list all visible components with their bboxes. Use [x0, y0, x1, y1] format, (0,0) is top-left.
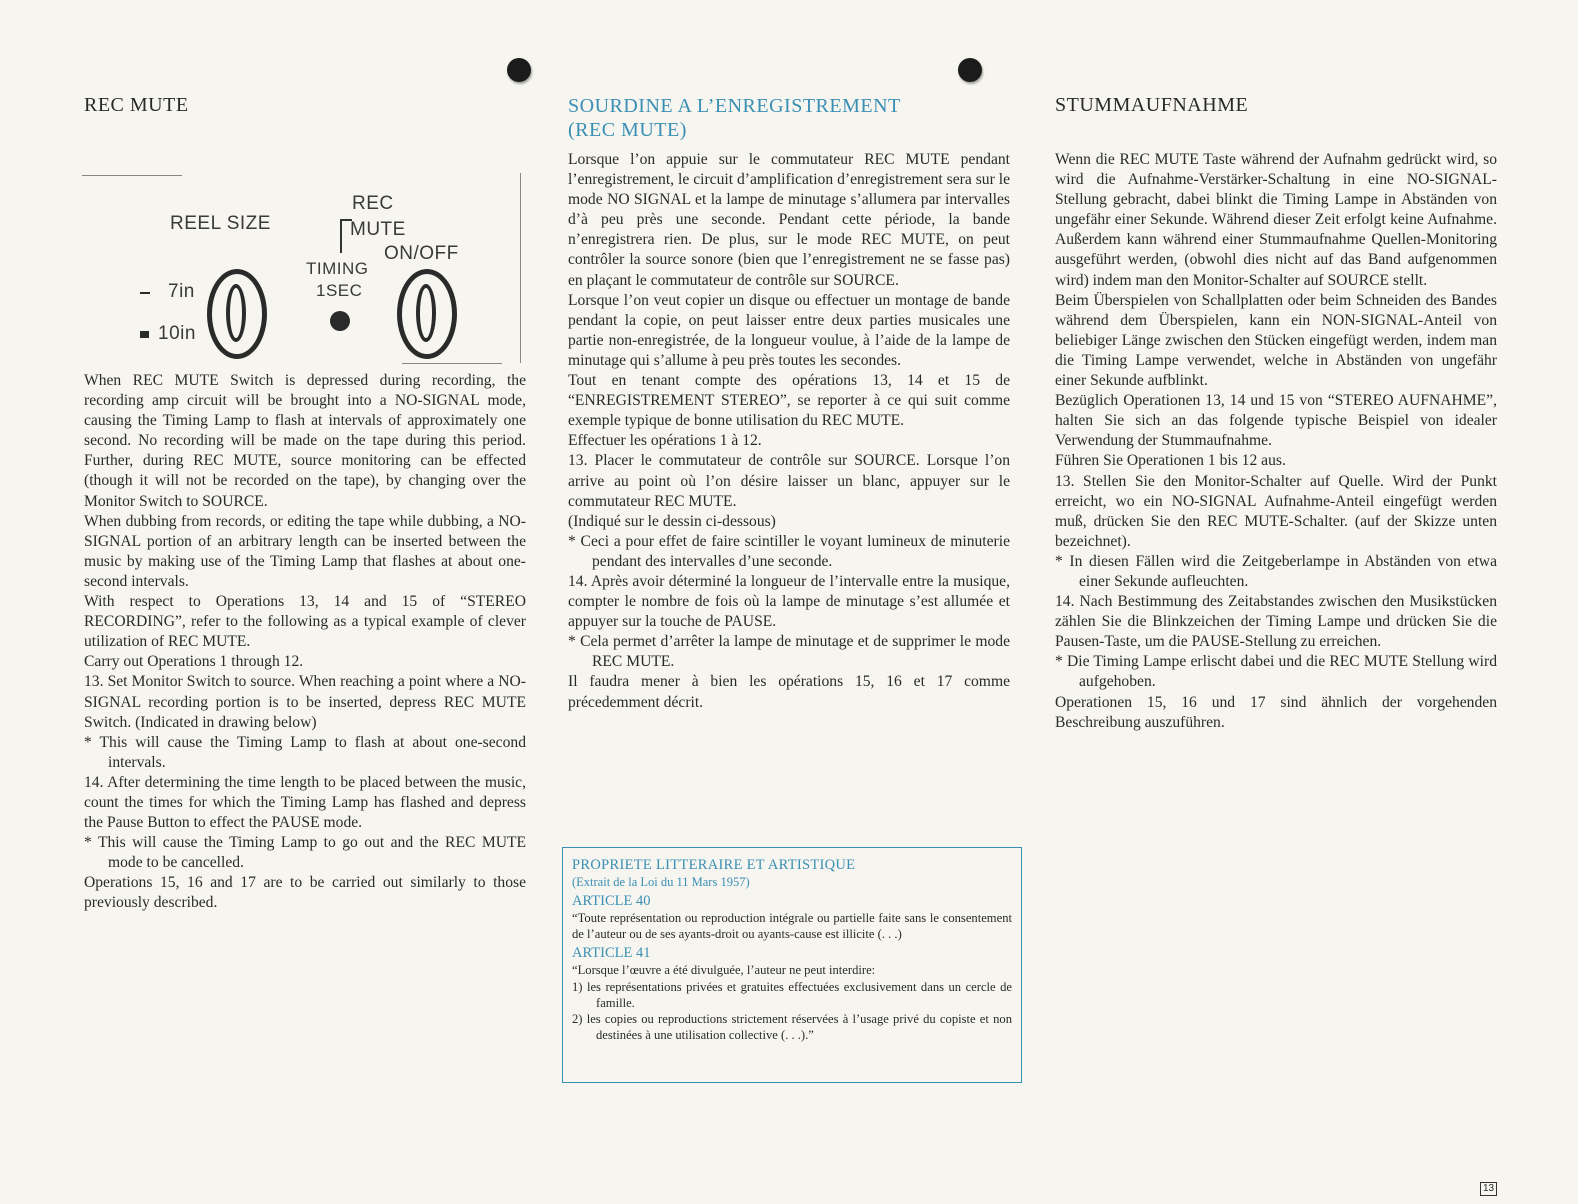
- seven-inch-marker: [140, 292, 150, 294]
- ten-inch-marker: [140, 331, 149, 338]
- french-title-main: SOURDINE A L’ENREGISTREMENT: [568, 95, 901, 117]
- english-paragraph: When REC MUTE Switch is depressed during recording, the recording amp circuit will be brought into a NO-SIGNAL mode, causing the Timing Lamp to flash at intervals of approximately one second. No recording will be made on the tape during this period. Further, during REC MUTE, source monitoring can be effected (though it will not be recorded on the tape), by changing over the Monitor Switch to SOURCE.: [84, 372, 526, 510]
- timing-label: TIMING: [306, 259, 369, 278]
- timing-lamp: [330, 311, 350, 331]
- french-step: 13. Placer le commutateur de contrôle sur SOURCE. Lorsque l’on arrive au point où l’on désire laisser un blanc, appuyer sur le commutateur REC MUTE.: [568, 452, 1010, 510]
- binder-hole-right: [958, 58, 982, 82]
- english-note: * This will cause the Timing Lamp to go out and the REC MUTE mode to be cancelled.: [84, 834, 526, 872]
- french-step: 14. Après avoir déterminé la longueur de l’intervalle entre la musique, compter le nombre de fois où la lampe de minutage s’est allumée et appuyer sur la touche de PAUSE.: [568, 572, 1010, 631]
- french-title-sub: (REC MUTE): [568, 119, 687, 141]
- german-paragraph: Bezüglich Operationen 13, 14 und 15 von “STEREO AUFNAHME”, halten Sie sich an das folgende typische Beispiel von idealer Verwendung der Stummaufnahme.: [1055, 392, 1497, 450]
- french-column: [568, 94, 1010, 713]
- german-column: [1055, 94, 1497, 733]
- on-off-label: ON/OFF: [384, 243, 459, 264]
- article-40-heading: ARTICLE 40: [572, 893, 651, 909]
- page-number: 13: [1480, 1182, 1497, 1196]
- reel-size-label: REEL SIZE: [170, 213, 271, 234]
- legal-notice-box: [562, 847, 1022, 1083]
- german-note: * Die Timing Lampe erlischt dabei und die REC MUTE Stellung wird aufgehoben.: [1055, 653, 1497, 691]
- reel-size-switch-knob[interactable]: [207, 269, 267, 359]
- french-note: * Cela permet d’arrêter la lampe de minutage et de supprimer le mode REC MUTE.: [568, 633, 1010, 671]
- french-paragraph: (Indiqué sur le dessin ci-dessous): [568, 512, 776, 530]
- diagram-bottom-rule: [402, 363, 502, 364]
- french-paragraph: Effectuer les opérations 1 à 12.: [568, 432, 762, 450]
- english-paragraph: Carry out Operations 1 through 12.: [84, 653, 304, 671]
- rec-label: REC: [352, 193, 394, 214]
- english-paragraph: When dubbing from records, or editing the tape while dubbing, a NO-SIGNAL portion of an arbitrary length can be inserted between the music by making use of the Timing Lamp that flashes at about one-second intervals.: [84, 512, 526, 590]
- legal-box-subtitle: (Extrait de la Loi du 11 Mars 1957): [572, 875, 750, 889]
- french-title: [568, 94, 1010, 142]
- diagram-top-rule: [82, 175, 182, 176]
- french-paragraph: Lorsque l’on appuie sur le commutateur REC MUTE pendant l’enregistrement, le circuit d’amplification d’enregistrement sera sur le mode NO SIGNAL et la lampe de minutage s’allumera par intervalles d’à peu près une seconde. Pendant cette période, la bande n’enregistrera rien. De plus, sur le mode REC MUTE, on peut contrôler la source sonore (bien que l’enregistrement ne se fasse pas) en plaçant le commutateur de contrôle sur SOURCE.: [568, 151, 1010, 289]
- diagram-right-rule: [520, 173, 521, 363]
- article-41-heading: ARTICLE 41: [572, 945, 651, 962]
- english-paragraph: With respect to Operations 13, 14 and 15 of “STEREO RECORDING”, refer to the following as a typical example of clever utilization of REC MUTE.: [84, 593, 526, 651]
- german-step: 13. Stellen Sie den Monitor-Schalter auf Quelle. Wird der Punkt erreicht, wo ein NO-SIGNAL Aufnahme-Anteil eingefügt werden muß, drücken Sie den REC MUTE-Schalter. (auf der Skizze unten bezeichnet).: [1055, 472, 1497, 550]
- article-41-item: 1) les représentations privées et gratuites effectuées exclusivement dans un cercle de famille.: [572, 979, 1012, 1010]
- german-step: 14. Nach Bestimmung des Zeitabstandes zwischen den Musikstücken zählen Sie die Blinkzeichen der Timing Lampe und drücken Sie die Pausen-Taste, um die PAUSE-Stellung zu erreichen.: [1055, 593, 1497, 651]
- german-paragraph: Wenn die REC MUTE Taste während der Aufnahm gedrückt wird, so wird die Aufnahme-Verstärker-Schaltung in eine NO-SIGNAL-Stellung gebracht, dabei blinkt die Timing Lampe in Abständen von ungefähr einer Sekunde. Während dieser Zeit erfolgt keine Aufnahme. Außerdem kann während einer Stummaufnahme Quellen-Monitoring ausgeführt werden, (obwohl dies nicht auf das Band aufgenommen wird) indem man den Monitor-Schalter auf SOURCE stellt.: [1055, 151, 1497, 289]
- french-paragraph: Tout en tenant compte des opérations 13, 14 et 15 de “ENREGISTREMENT STEREO”, se reporter à ce qui suit comme exemple typique de bonne utilisation du REC MUTE.: [568, 372, 1010, 430]
- rec-mute-panel-diagram: [82, 133, 526, 365]
- english-title: REC MUTE: [84, 94, 189, 116]
- article-41-item: 2) les copies ou reproductions strictement réservées à l’usage privé du copiste et non destinées à une utilisation collective (. . .).”: [572, 1012, 1012, 1043]
- french-note: * Ceci a pour effet de faire scintiller le voyant lumineux de minuterie pendant des intervalles d’une seconde.: [568, 532, 1010, 570]
- rec-mute-switch-knob[interactable]: [397, 269, 457, 359]
- french-paragraph: Lorsque l’on veut copier un disque ou effectuer un montage de bande pendant la copie, on peut laisser entre deux parties musicales une partie non-enregistrée, de la longueur voulue, à l’aide de la lampe de minutage qui s’allume à peu près toutes les secondes.: [568, 291, 1010, 369]
- mute-label: MUTE: [350, 219, 406, 240]
- one-sec-label: 1SEC: [316, 281, 363, 300]
- english-note: * This will cause the Timing Lamp to flash at about one-second intervals.: [84, 733, 526, 771]
- article-40-text: “Toute représentation ou reproduction intégrale ou partielle faite sans le consentement de l’auteur ou de ses ayants-droit ou ayants-cause est illicite (. . .): [572, 911, 1012, 942]
- english-column: [84, 94, 526, 914]
- german-paragraph: Operationen 15, 16 und 17 sind ähnlich der vorgehenden Beschreibung auszuführen.: [1055, 693, 1497, 731]
- german-paragraph: Führen Sie Operationen 1 bis 12 aus.: [1055, 452, 1286, 470]
- german-note: * In diesen Fällen wird die Zeitgeberlampe in Abständen von etwa einer Sekunde aufleuchten.: [1055, 552, 1497, 590]
- article-41-intro: “Lorsque l’œuvre a été divulguée, l’auteur ne peut interdire:: [572, 963, 876, 978]
- english-step: 14. After determining the time length to be placed between the music, count the times for which the Timing Lamp has flashed and depress the Pause Button to effect the PAUSE mode.: [84, 773, 526, 832]
- english-paragraph: Operations 15, 16 and 17 are to be carried out similarly to those previously described.: [84, 874, 526, 912]
- english-step: 13. Set Monitor Switch to source. When reaching a point where a NO-SIGNAL recording portion is to be inserted, depress REC MUTE Switch. (Indicated in drawing below): [84, 673, 526, 731]
- french-paragraph: Il faudra mener à bien les opérations 15, 16 et 17 comme précedemment décrit.: [568, 673, 1010, 711]
- german-title: STUMMAUFNAHME: [1055, 94, 1249, 116]
- seven-inch-label: 7in: [168, 281, 195, 302]
- ten-inch-label: 10in: [158, 323, 196, 344]
- legal-box-title: PROPRIETE LITTERAIRE ET ARTISTIQUE: [572, 857, 856, 873]
- german-paragraph: Beim Überspielen von Schallplatten oder beim Schneiden des Bandes während dem Überspielen, kann ein NON-SIGNAL-Anteil von beliebiger Länge zwischen den Stücken eingefügt werden, indem man die Timing Lampe verwendet, welche in Abständen von ungefähr einer Sekunde aufblinkt.: [1055, 291, 1497, 390]
- binder-hole-left: [507, 58, 531, 82]
